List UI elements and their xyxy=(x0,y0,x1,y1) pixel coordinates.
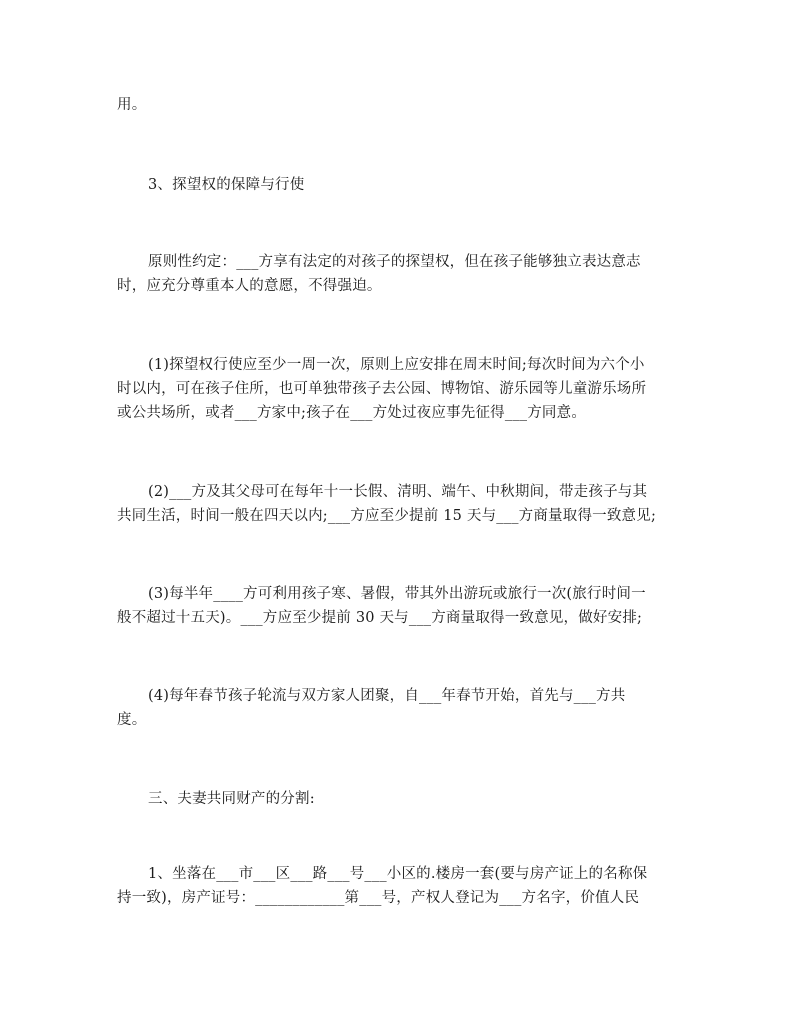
clause-4-line-2: 度。 xyxy=(117,712,147,728)
principle-line-1: 原则性约定：___方享有法定的对孩子的探望权，但在孩子能够独立表达意志 xyxy=(148,254,641,270)
principle-line-2: 时，应充分尊重本人的意愿，不得强迫。 xyxy=(117,278,382,294)
property-line-2: 持一致)，房产证号：____________第___号，产权人登记为___方名字，价值人民 xyxy=(117,890,640,906)
clause-4-line-1: (4)每年春节孩子轮流与双方家人团聚，自___年春节开始，首先与___方共 xyxy=(148,688,626,704)
section-heading-property: 三、夫妻共同财产的分割: xyxy=(148,791,315,807)
clause-3-line-2: 般不超过十五天)。___方应至少提前 30 天与___方商量取得一致意见，做好安排; xyxy=(117,610,643,626)
clause-1-line-2: 时以内，可在孩子住所，也可单独带孩子去公园、博物馆、游乐园等儿童游乐场所 xyxy=(117,381,647,397)
section-heading-visitation: 3、探望权的保障与行使 xyxy=(148,177,305,193)
clause-1-line-3: 或公共场所，或者___方家中;孩子在___方处过夜应事先征得___方同意。 xyxy=(117,405,587,421)
clause-1-line-1: (1)探望权行使应至少一周一次，原则上应安排在周末时间;每次时间为六个小 xyxy=(148,357,645,373)
clause-2-line-1: (2)___方及其父母可在每年十一长假、清明、端午、中秋期间，带走孩子与其 xyxy=(148,484,648,500)
clause-2-line-2: 共同生活，时间一般在四天以内;___方应至少提前 15 天与___方商量取得一致意见; xyxy=(117,508,657,524)
text-line-continuation: 用。 xyxy=(117,97,147,113)
property-line-1: 1、坐落在___市___区___路___号___小区的.楼房一套(要与房产证上的名称保 xyxy=(148,866,648,882)
clause-3-line-1: (3)每半年____方可利用孩子寒、暑假，带其外出游玩或旅行一次(旅行时间一 xyxy=(148,586,646,602)
